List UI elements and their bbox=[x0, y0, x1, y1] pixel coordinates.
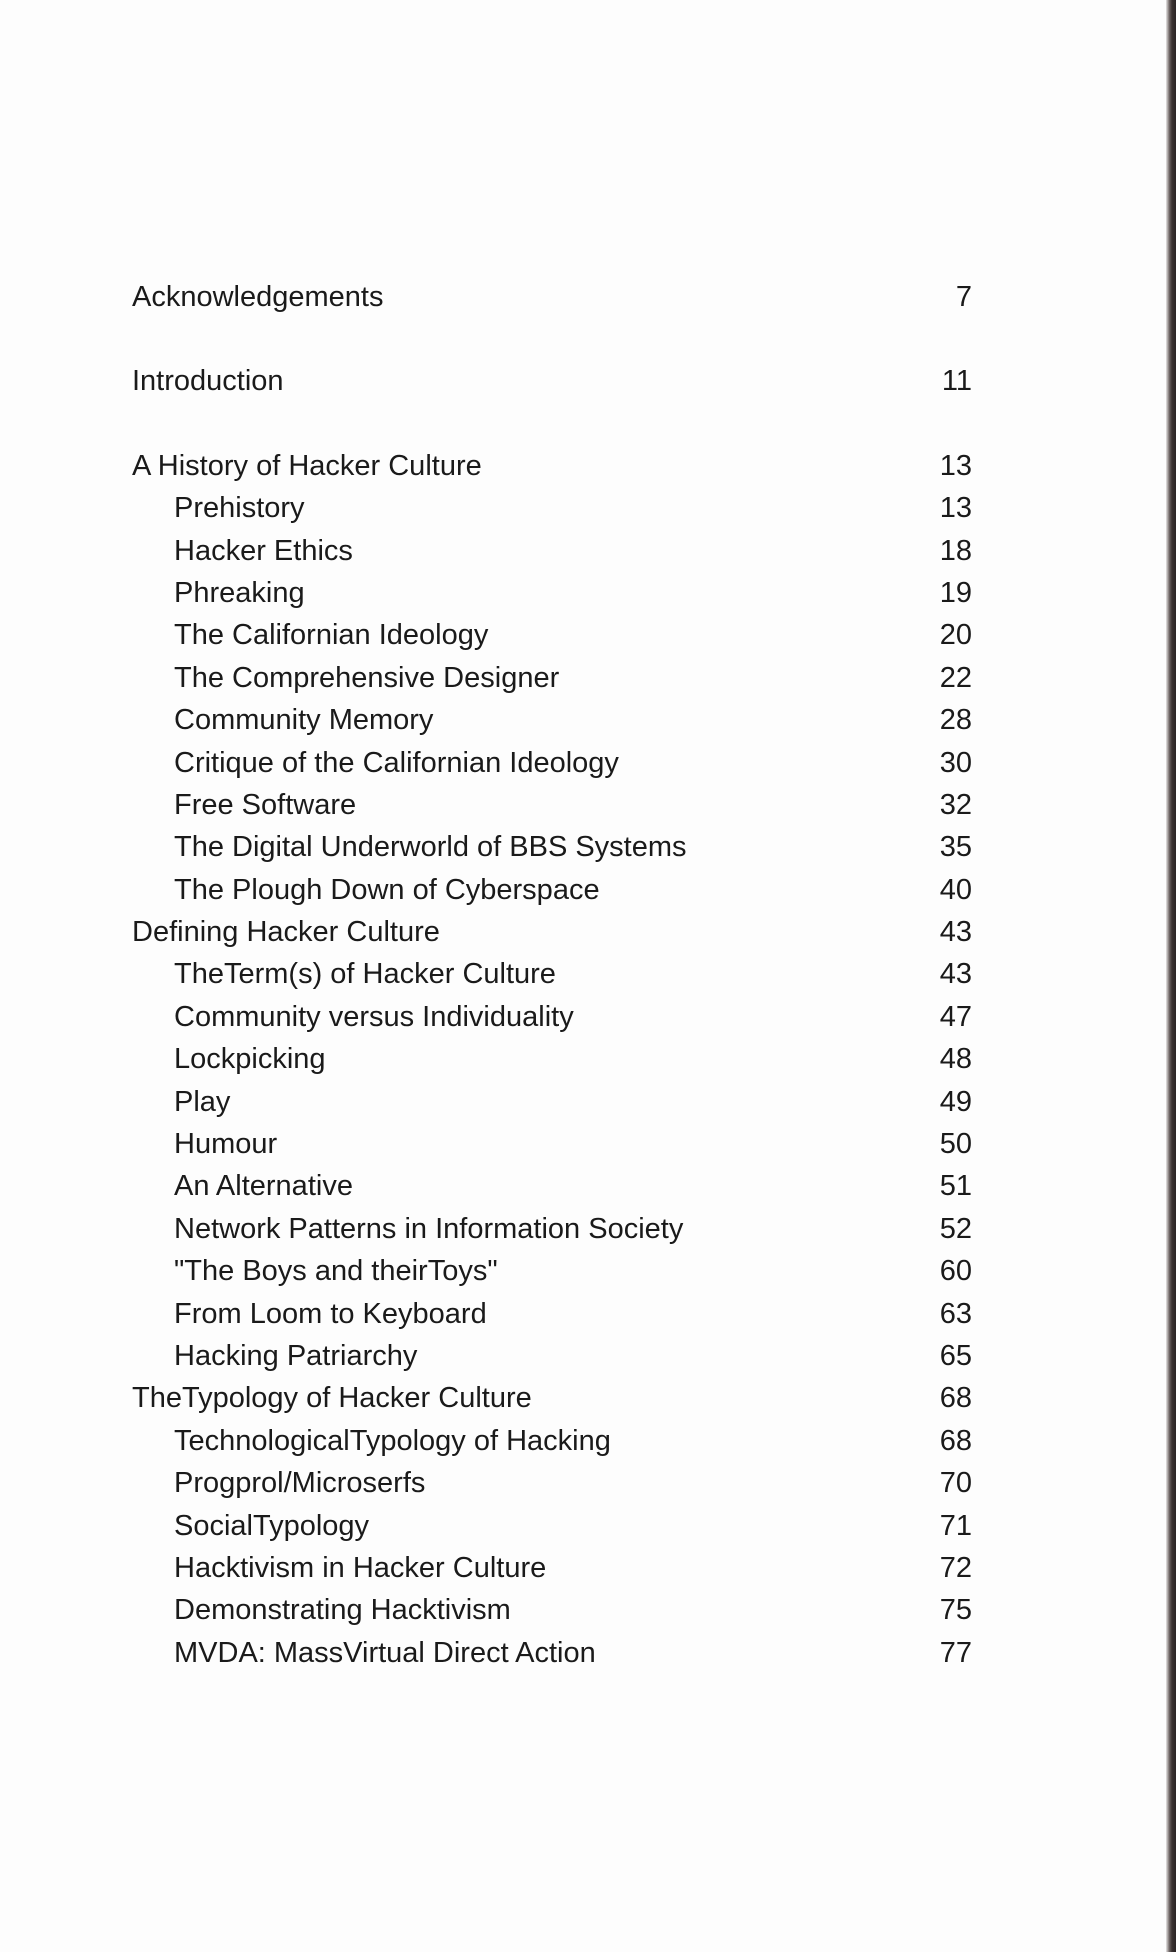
toc-entry bbox=[132, 530, 972, 572]
toc-entry bbox=[132, 911, 972, 953]
toc-entry-page: 68 bbox=[939, 1382, 972, 1415]
toc-entry-title: The Digital Underworld of BBS Systems bbox=[174, 831, 687, 864]
toc-entry-title: Introduction bbox=[132, 365, 284, 398]
toc-entry-title: Progprol/Microserfs bbox=[174, 1467, 426, 1500]
toc-entry-title: Hacktivism in Hacker Culture bbox=[174, 1551, 547, 1584]
toc-entry-page: 49 bbox=[939, 1085, 972, 1118]
toc-entry bbox=[132, 1335, 972, 1377]
toc-entry bbox=[132, 657, 972, 699]
toc-entry bbox=[132, 487, 972, 529]
toc-entry-page: 40 bbox=[939, 873, 972, 906]
toc-entry bbox=[132, 1165, 972, 1207]
toc-entry-title: "The Boys and theirToys" bbox=[174, 1255, 498, 1288]
toc-entry-title: Defining Hacker Culture bbox=[132, 916, 440, 949]
toc-entry-title: Community versus Individuality bbox=[174, 1000, 574, 1033]
toc-entry bbox=[132, 445, 972, 487]
toc-entry-title: Free Software bbox=[174, 788, 357, 821]
toc-entry-title: TheTypology of Hacker Culture bbox=[132, 1382, 532, 1415]
toc-entry-title: Community Memory bbox=[174, 704, 434, 737]
toc-entry-page: 47 bbox=[939, 1000, 972, 1033]
toc-entry-page: 50 bbox=[939, 1128, 972, 1161]
toc-entry-page: 19 bbox=[939, 576, 972, 609]
toc-entry-page: 63 bbox=[939, 1297, 972, 1330]
toc-entry-title: An Alternative bbox=[174, 1170, 353, 1203]
toc-entry-page: 52 bbox=[939, 1212, 972, 1245]
toc-entry-page: 7 bbox=[955, 281, 972, 313]
toc-entry-page: 77 bbox=[939, 1636, 972, 1669]
toc-entry bbox=[132, 1632, 972, 1674]
toc-entry-title: Lockpicking bbox=[174, 1043, 326, 1076]
toc-entry bbox=[132, 1250, 972, 1292]
toc-entry-page: 18 bbox=[939, 534, 972, 567]
toc-entry bbox=[132, 1505, 972, 1547]
toc-entry-page: 28 bbox=[939, 704, 972, 737]
toc-entry-title: Demonstrating Hacktivism bbox=[174, 1594, 511, 1627]
toc-entry bbox=[132, 953, 972, 995]
toc-entry-title: Hacking Patriarchy bbox=[174, 1339, 418, 1372]
toc-entry-title: Humour bbox=[174, 1128, 278, 1161]
toc-entry bbox=[132, 996, 972, 1038]
toc-entry-page: 51 bbox=[939, 1170, 972, 1203]
toc-entry-page: 72 bbox=[939, 1551, 972, 1584]
toc-entry bbox=[132, 1208, 972, 1250]
toc-entry bbox=[132, 1293, 972, 1335]
toc-entry bbox=[132, 1420, 972, 1462]
toc-entry-page: 13 bbox=[939, 492, 972, 525]
toc-entry-title: Prehistory bbox=[174, 492, 305, 525]
toc-entry-page: 32 bbox=[939, 788, 972, 821]
toc-entry bbox=[132, 1038, 972, 1080]
toc-entry bbox=[132, 869, 972, 911]
toc-entry bbox=[132, 1377, 972, 1419]
toc-entry-page: 68 bbox=[939, 1424, 972, 1457]
toc-entry-page: 20 bbox=[939, 619, 972, 652]
toc-entry-title: The Californian Ideology bbox=[174, 619, 489, 652]
toc-entry bbox=[132, 1589, 972, 1631]
toc-entry-title: Critique of the Californian Ideology bbox=[174, 746, 619, 779]
toc-entry-page: 11 bbox=[941, 365, 972, 398]
toc-entry-page: 71 bbox=[939, 1509, 972, 1542]
toc-entry-page: 70 bbox=[939, 1467, 972, 1500]
toc-entry bbox=[132, 742, 972, 784]
toc-entry-page: 43 bbox=[939, 958, 972, 991]
toc-entry bbox=[132, 572, 972, 614]
table-of-contents bbox=[132, 276, 972, 1674]
toc-entry-page: 35 bbox=[939, 831, 972, 864]
toc-entry-title: TechnologicalTypology of Hacking bbox=[174, 1424, 611, 1457]
toc-entry bbox=[132, 1081, 972, 1123]
toc-entry-title: Acknowledgements bbox=[132, 281, 384, 313]
toc-entry bbox=[132, 360, 972, 402]
toc-entry-title: Play bbox=[174, 1085, 231, 1118]
toc-entry-page: 22 bbox=[939, 661, 972, 694]
toc-entry bbox=[132, 699, 972, 741]
toc-entry-page: 75 bbox=[939, 1594, 972, 1627]
toc-entry-title: From Loom to Keyboard bbox=[174, 1297, 487, 1330]
toc-entry bbox=[132, 276, 972, 318]
toc-entry-title: A History of Hacker Culture bbox=[132, 449, 482, 482]
toc-entry bbox=[132, 614, 972, 656]
toc-entry-title: TheTerm(s) of Hacker Culture bbox=[174, 958, 556, 991]
toc-entry-page: 60 bbox=[939, 1255, 972, 1288]
toc-entry-page: 43 bbox=[939, 916, 972, 949]
toc-entry-page: 48 bbox=[939, 1043, 972, 1076]
toc-entry bbox=[132, 1123, 972, 1165]
toc-entry-page: 13 bbox=[939, 449, 972, 482]
toc-entry-title: Phreaking bbox=[174, 576, 305, 609]
page-edge-shadow bbox=[1166, 0, 1176, 1952]
toc-entry bbox=[132, 826, 972, 868]
toc-entry bbox=[132, 1547, 972, 1589]
toc-entry-title: Network Patterns in Information Society bbox=[174, 1212, 684, 1245]
toc-entry bbox=[132, 784, 972, 826]
toc-entry bbox=[132, 1462, 972, 1504]
toc-entry-title: Hacker Ethics bbox=[174, 534, 353, 567]
toc-entry-title: The Comprehensive Designer bbox=[174, 661, 560, 694]
toc-entry-title: The Plough Down of Cyberspace bbox=[174, 873, 600, 906]
toc-entry-title: MVDA: MassVirtual Direct Action bbox=[174, 1636, 596, 1669]
toc-entry-title: SocialTypology bbox=[174, 1509, 370, 1542]
toc-entry-page: 30 bbox=[939, 746, 972, 779]
toc-entry-page: 65 bbox=[939, 1339, 972, 1372]
